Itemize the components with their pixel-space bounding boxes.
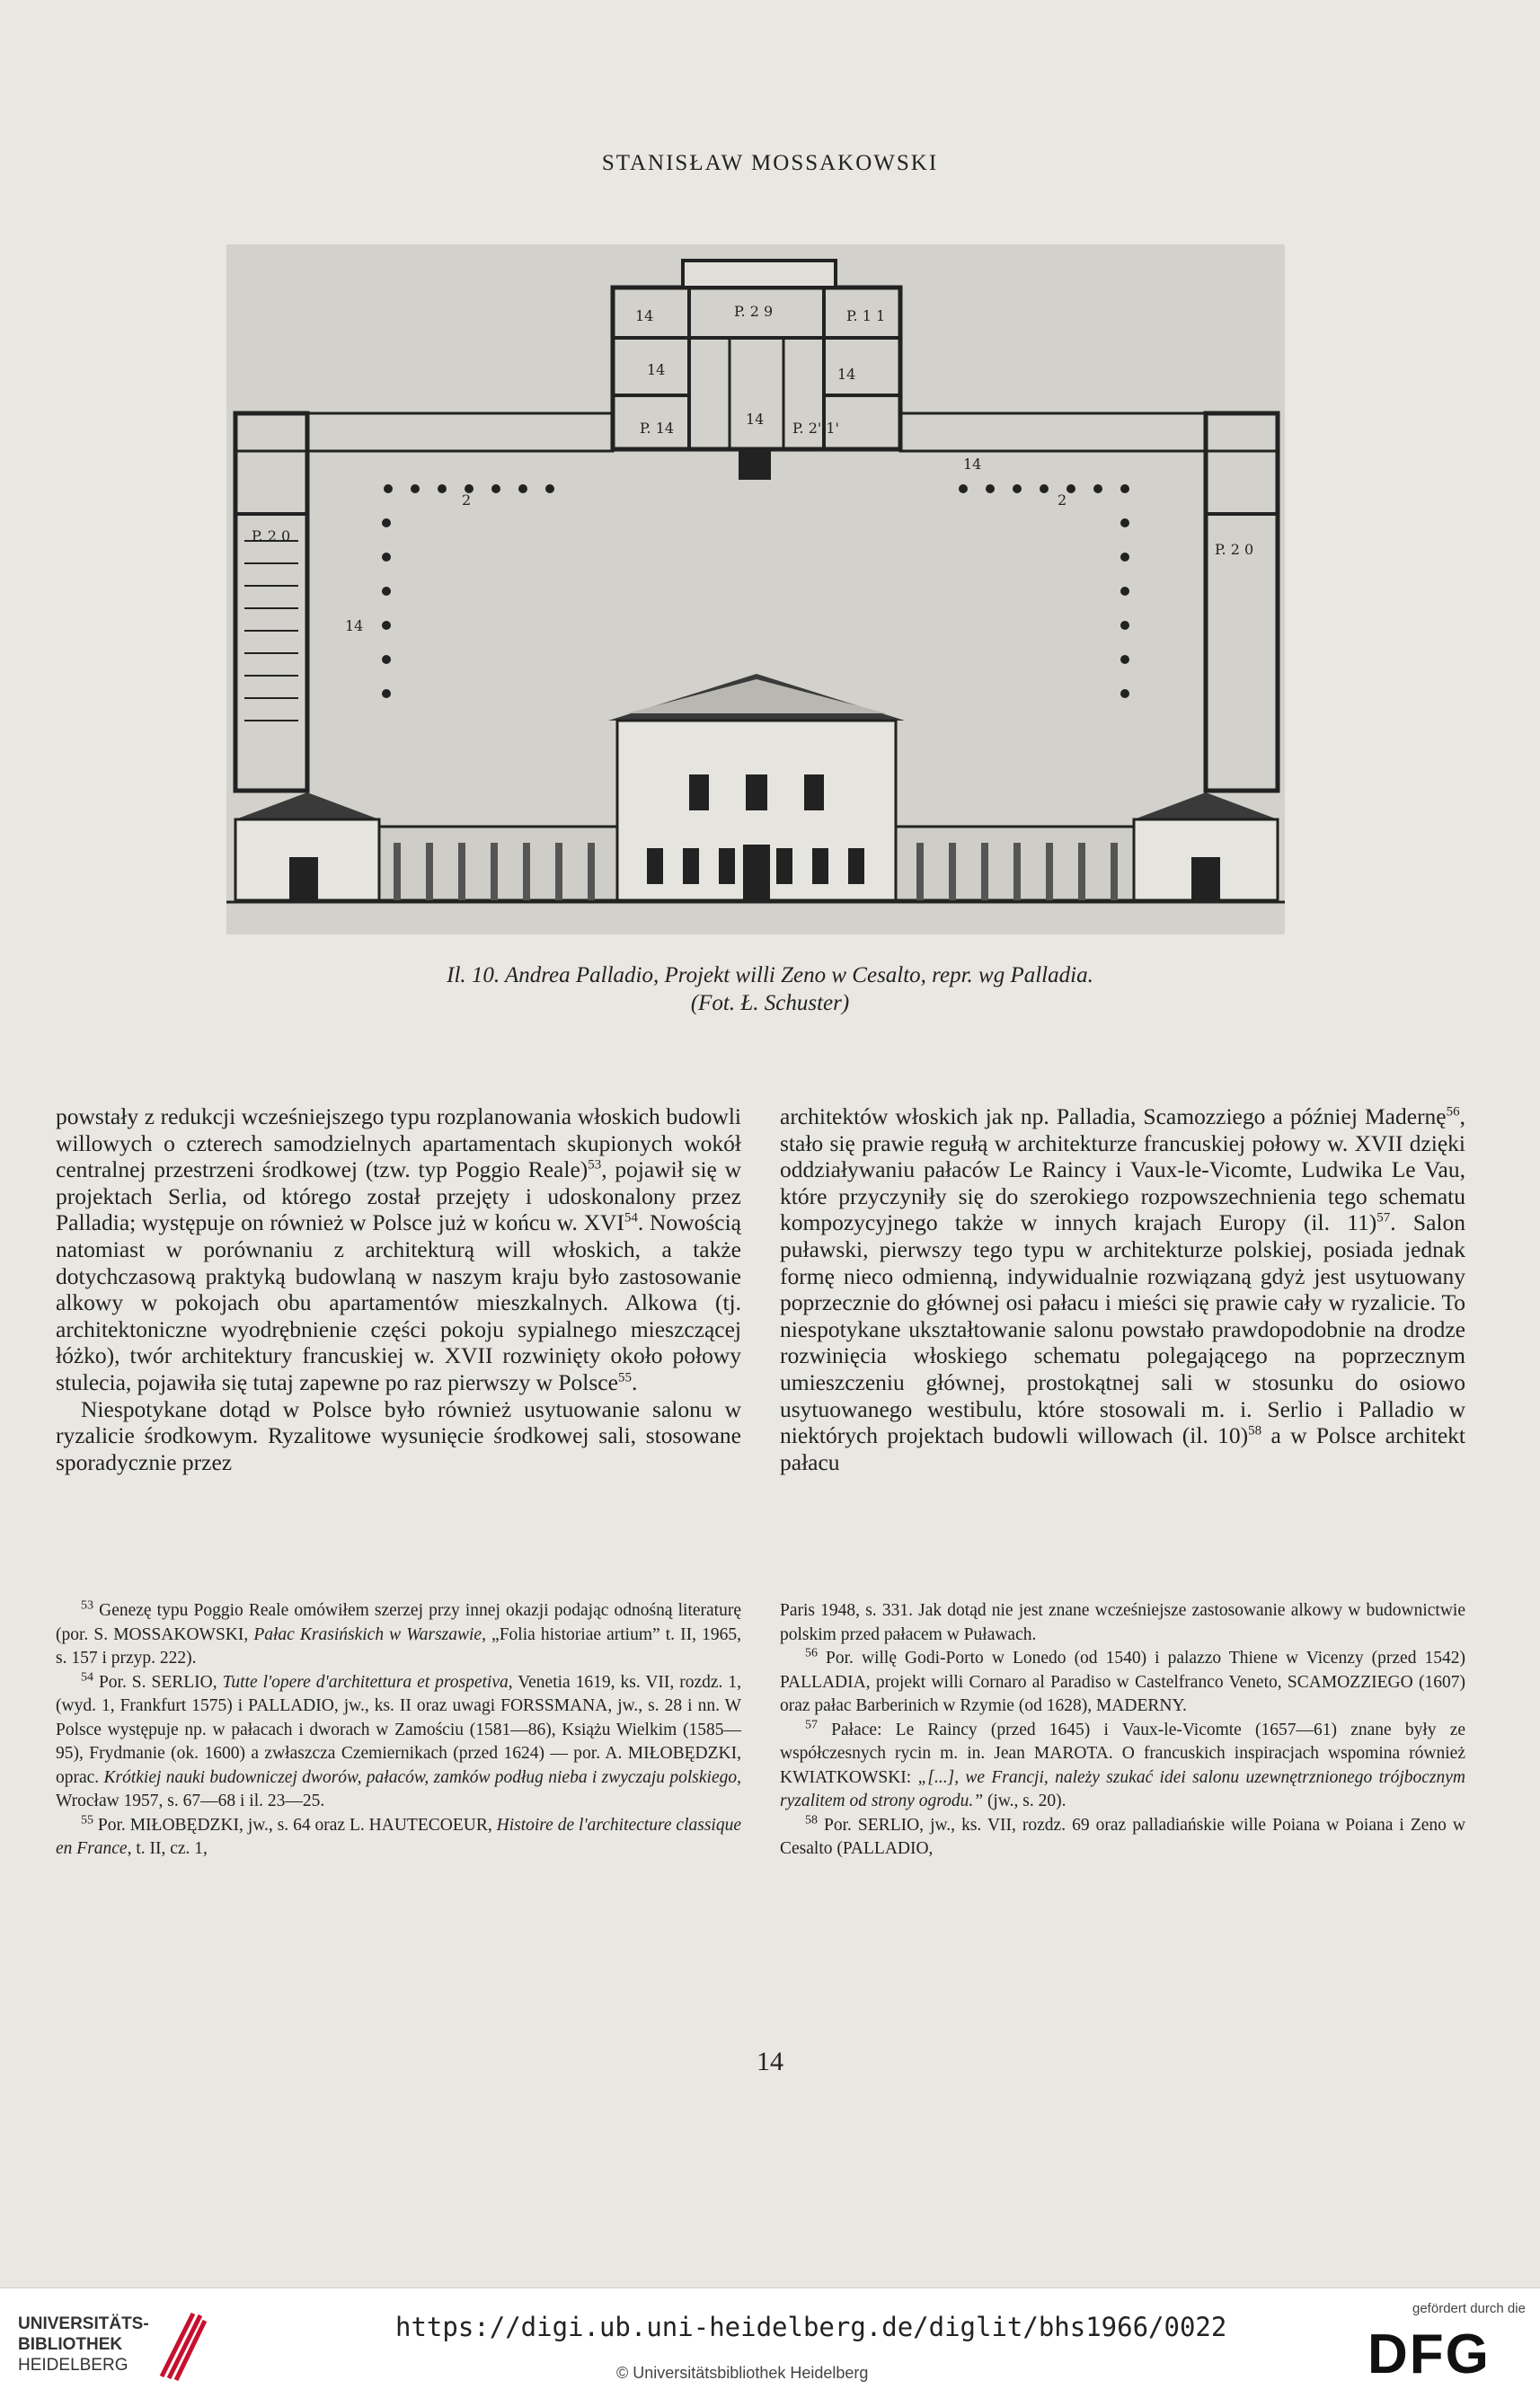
plan-label: P. 2 9 — [734, 303, 774, 320]
plan-label: 2 — [1058, 491, 1067, 509]
body-column-left — [56, 1103, 741, 1475]
plan-label: 14 — [635, 307, 654, 324]
plan-label: P. 14 — [640, 420, 675, 437]
footnote-56: $^{56}$ Por. willę Godi-Porto w Lonedo (od 1540) i palazzo Thiene w Vicenzy (przed 1542) PALLADIA, projekt willi Cornaro al Paradiso w Castelfranco Veneto, SCAMOZZIEGO (1607) oraz pałac Barberinich w Rzymie (od 1628), MADERNY. — [780, 1646, 1465, 1715]
paragraph: powstały z redukcji wcześniejszego typu rozplanowania włoskich budowli willowych o czterech samodzielnych apartamentach skupionych wokół centralnej przestrzeni środkowej (tzw. typ Poggio Reale)$^{53}$, pojawił się w projektach Serlia, od którego został przejęty i udoskonalony przez Palladia; występuje on również w Polsce już w końcu w. XVI$^{54}$. Nowością natomiast w porównaniu z architekturą will włoskich, a także dotychczasową praktyką budowlaną w naszym kraju było zastosowanie alkowy w pokojach obu apartamentów mieszkalnych. Alkowa (tj. architektoniczne wyodrębnienie części pokoju sypialnego mieszczącej łóżko), twór architektury francuskiej w. XVII rozwinięty około połowy stulecia, pojawiła się tutaj zapewne po raz pierwszy w Polsce$^{55}$. — [56, 1103, 741, 1395]
footnote-55-continued: Paris 1948, s. 331. Jak dotąd nie jest znane wcześniejsze zastosowanie alkowy w budownictwie polskim przed pałacem w Puławach. — [780, 1601, 1465, 1644]
library-logo-icon — [153, 2305, 207, 2385]
plan-label: P. 1 1 — [846, 307, 886, 324]
funding-note: gefördert durch die — [1412, 2301, 1526, 2316]
library-name[interactable]: UNIVERSITÄTS- BIBLIOTHEK HEIDELBERG — [18, 2314, 149, 2375]
plan-label: 14 — [746, 411, 765, 428]
footnotes-right — [780, 1599, 1465, 1862]
footnote-53: $^{53}$ Genezę typu Poggio Reale omówiłem szerzej przy innej okazji podając odnośną literaturę (por. S. MOSSAKOWSKI, Pałac Krasińskich w Warszawie, „Folia historiae artium” t. II, 1965, s. 157 i przyp. 222). — [56, 1598, 741, 1668]
footnote-55: $^{55}$ Por. MIŁOBĘDZKI, jw., s. 64 oraz L. HAUTECOEUR, Histoire de l'architecture classique en France, t. II, cz. 1, — [56, 1813, 741, 1858]
plan-label: 14 — [837, 366, 856, 383]
footer-bar — [0, 2287, 1540, 2398]
figure-caption — [0, 961, 1540, 1017]
plan-label: 14 — [963, 456, 982, 473]
footnote-57: $^{57}$ Pałace: Le Raincy (przed 1645) i Vaux-le-Vicomte (1657—61) znane były ze współczesnych rycin m. in. Jean MAROTA. O francuskich inspiracjach wspomina również KWIATKOWSKI: „[...], we Francji, należy szukać idei salonu uzewnętrznionego trójbocznym ryzalitem od strony ogrodu.” (jw., s. 20). — [780, 1718, 1466, 1810]
running-header: STANISŁAW MOSSAKOWSKI — [601, 151, 939, 175]
permalink-url[interactable]: https://digi.ub.uni-heidelberg.de/diglit/bhs1966/0022 — [395, 2312, 1227, 2342]
page-number: 14 — [757, 2047, 783, 2076]
plan-label: 2 — [462, 491, 472, 509]
dfg-logo[interactable]: DFG — [1367, 2323, 1491, 2385]
figure-palladio-villa-plan — [226, 244, 1285, 934]
plan-label: P. 2' 1' — [792, 420, 839, 437]
caption-credit: (Fot. Ł. Schuster) — [690, 991, 850, 1015]
plan-label: P. 2 0 — [1215, 541, 1254, 558]
paragraph: architektów włoskich jak np. Palladia, Scamozziego a później Madernę$^{56}$, stało się prawie regułą w architekturze francuskiej połowy w. XVII dzięki oddziaływaniu pałaców Le Raincy i Vaux-le-Vicomte, Ludwika Le Vau, które przyczyniły się do szerokiego rozpowszechnienia tego schematu kompozycyjnego także w innych krajach Europy (il. 11)$^{57}$. Salon puławski, pierwszy tego typu w architekturze polskiej, posiada jednak formę nieco odmienną, indywidualnie rozwiązaną gdyż jest usytuowany poprzecznie do głównej osi pałacu i mieści się prawie cały w ryzalicie. To niespotykane ukształtowanie salonu powstało prawdopodobnie na drodze rozwinięcia włoskiego schematu polegającego na poprzecznym umieszczeniu głównej, prostokątnej sali w stosunku do osiowo usytuowanego westibulu, które stosowali m. i. Serlio i Palladio w niektórych projektach budowli willowach (il. 10)$^{58}$ a w Polsce architekt pałacu — [780, 1103, 1465, 1475]
paragraph: Niespotykane dotąd w Polsce było również usytuowanie salonu w ryzalicie środkowym. Ryzalitowe wysunięcie środkowej sali, stosowane sporadycznie przez — [56, 1395, 741, 1475]
footnote-58: $^{58}$ Por. SERLIO, jw., ks. VII, rozdz. 69 oraz palladiańskie wille Poiana w Poiana i Zeno w Cesalto (PALLADIO, — [780, 1813, 1465, 1858]
footnotes-left — [56, 1599, 741, 1862]
plan-label: 14 — [647, 361, 666, 378]
plan-label: P. 2 0 — [252, 527, 291, 544]
plan-label: 14 — [345, 617, 364, 634]
footnote-54: $^{54}$ Por. S. SERLIO, Tutte l'opere d'architettura et prospetiva, Venetia 1619, ks. VII, rozdz. 1, (wyd. 1, Frankfurt 1575) i PALLADIO, jw., ks. II oraz uwagi FORSSMANA, jw., s. 28 i nn. W Polsce występuje np. w pałacach i dworach w Zamościu (1581—86), Książu Wielkim (1585—95), Frydmanie (ok. 1600) a zwłaszcza Czemiernikach (przed 1624) — por. A. MIŁOBĘDZKI, oprac. Krótkiej nauki budowniczej dworów, pałaców, zamków podług nieba i zwyczaju polskiego, Wrocław 1957, s. 67—68 i il. 23—25. — [56, 1670, 742, 1810]
body-column-right — [780, 1103, 1465, 1475]
plan-drawing — [226, 244, 1285, 934]
caption-line: Il. 10. Andrea Palladio, Projekt willi Zeno w Cesalto, repr. wg Palladia. — [447, 963, 1093, 987]
copyright-notice: © Universitätsbibliothek Heidelberg — [616, 2364, 869, 2382]
